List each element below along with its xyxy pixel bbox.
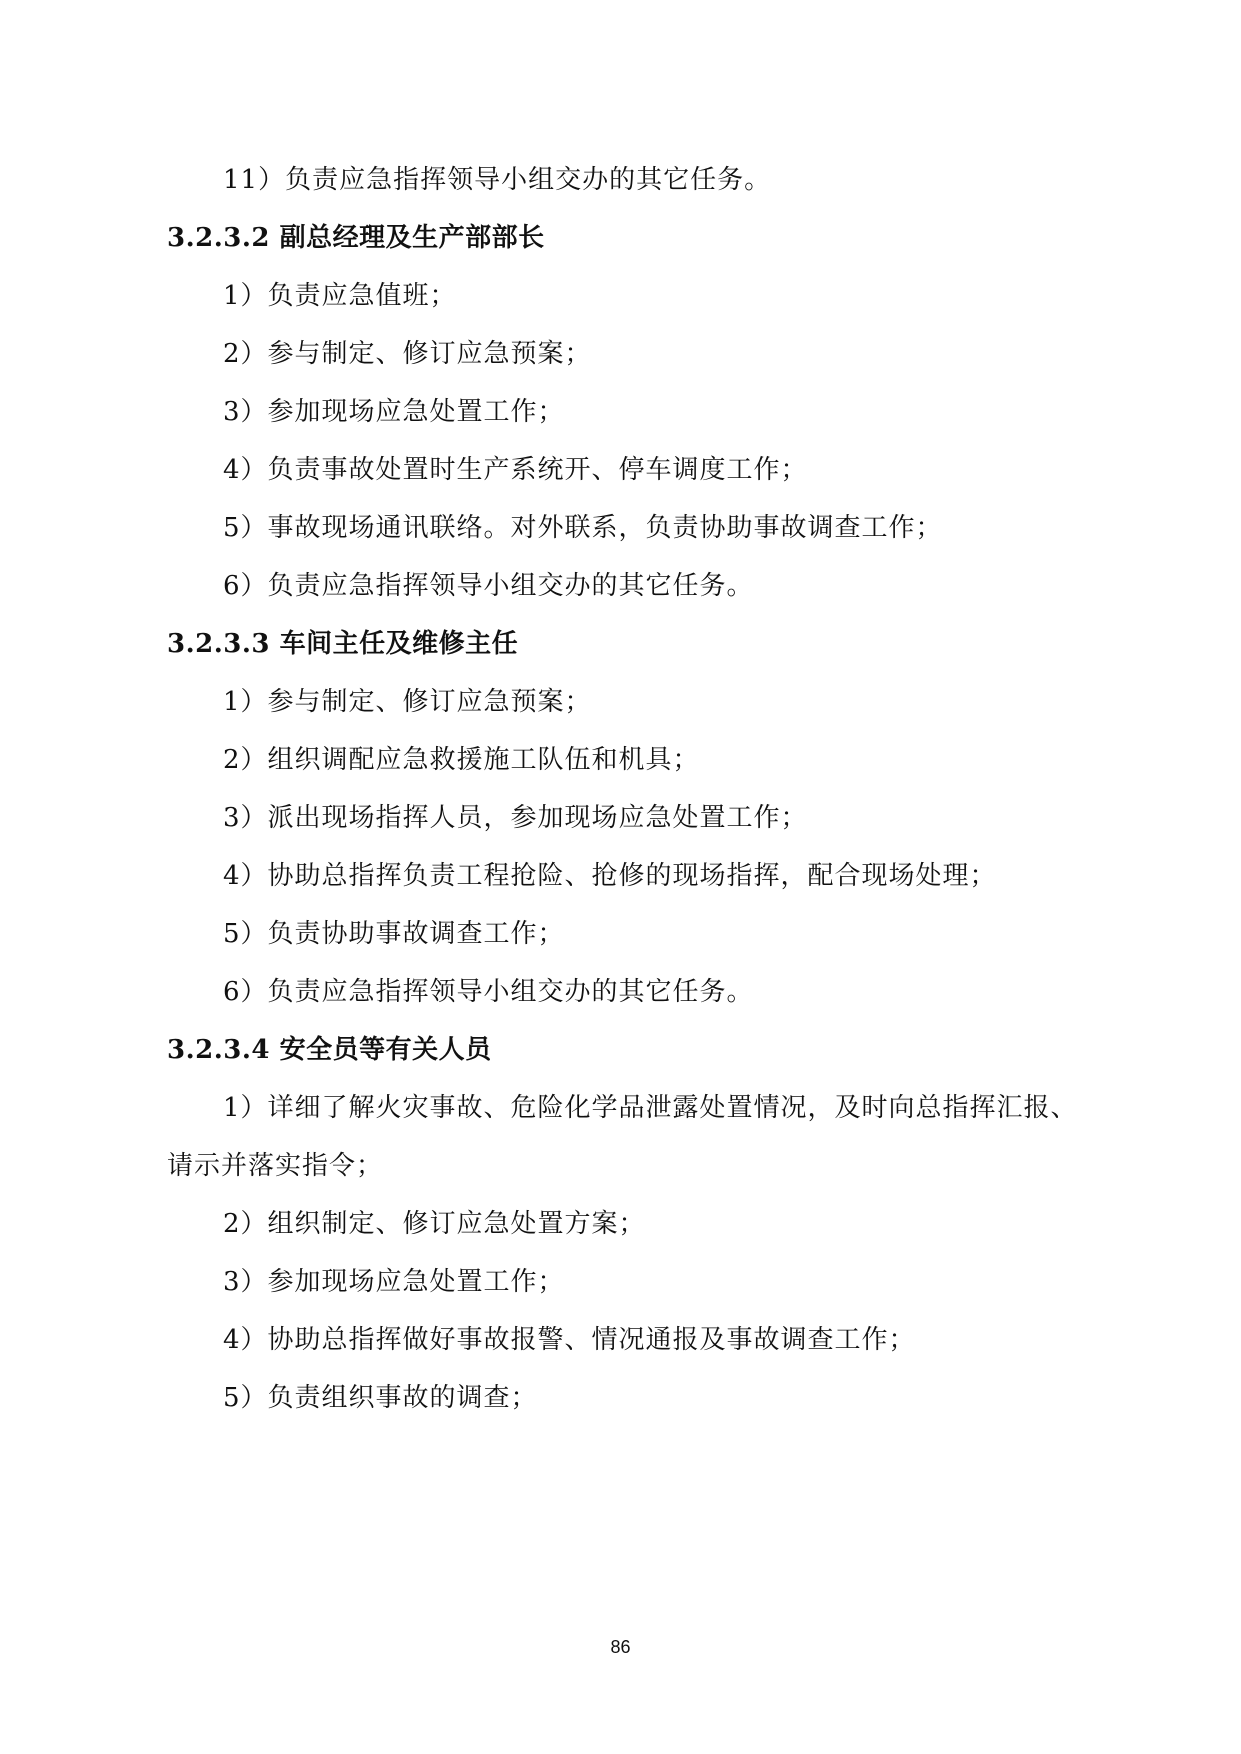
list-item: 5）负责协助事故调查工作；	[223, 919, 565, 949]
list-item: 1）详细了解火灾事故、危险化学品泄露处置情况，及时向总指挥汇报、	[223, 1093, 1078, 1123]
list-item: 4）负责事故处置时生产系统开、停车调度工作；	[223, 455, 808, 485]
list-item: 5）负责组织事故的调查；	[223, 1383, 538, 1413]
list-item: 2）参与制定、修订应急预案；	[223, 339, 592, 369]
section-heading: 3.2.3.4 安全员等有关人员	[167, 1035, 492, 1065]
list-item: 2）组织制定、修订应急处置方案；	[223, 1209, 646, 1239]
list-item: 11）负责应急指挥领导小组交办的其它任务。	[223, 165, 772, 195]
list-item: 1）负责应急值班；	[223, 281, 457, 311]
section-heading: 3.2.3.2 副总经理及生产部部长	[167, 223, 545, 253]
list-item: 6）负责应急指挥领导小组交办的其它任务。	[223, 977, 754, 1007]
list-item-continuation: 请示并落实指令；	[167, 1151, 384, 1181]
list-item: 4）协助总指挥做好事故报警、情况通报及事故调查工作；	[223, 1325, 916, 1355]
list-item: 5）事故现场通讯联络。对外联系，负责协助事故调查工作；	[223, 513, 943, 543]
section-heading: 3.2.3.3 车间主任及维修主任	[167, 629, 519, 659]
list-item: 3）参加现场应急处置工作；	[223, 397, 565, 427]
page-number: 86	[610, 1637, 631, 1657]
list-item: 4）协助总指挥负责工程抢险、抢修的现场指挥，配合现场处理；	[223, 861, 997, 891]
list-item: 1）参与制定、修订应急预案；	[223, 687, 592, 717]
list-item: 3）派出现场指挥人员，参加现场应急处置工作；	[223, 803, 808, 833]
list-item: 3）参加现场应急处置工作；	[223, 1267, 565, 1297]
list-item: 2）组织调配应急救援施工队伍和机具；	[223, 745, 700, 775]
list-item: 6）负责应急指挥领导小组交办的其它任务。	[223, 571, 754, 601]
